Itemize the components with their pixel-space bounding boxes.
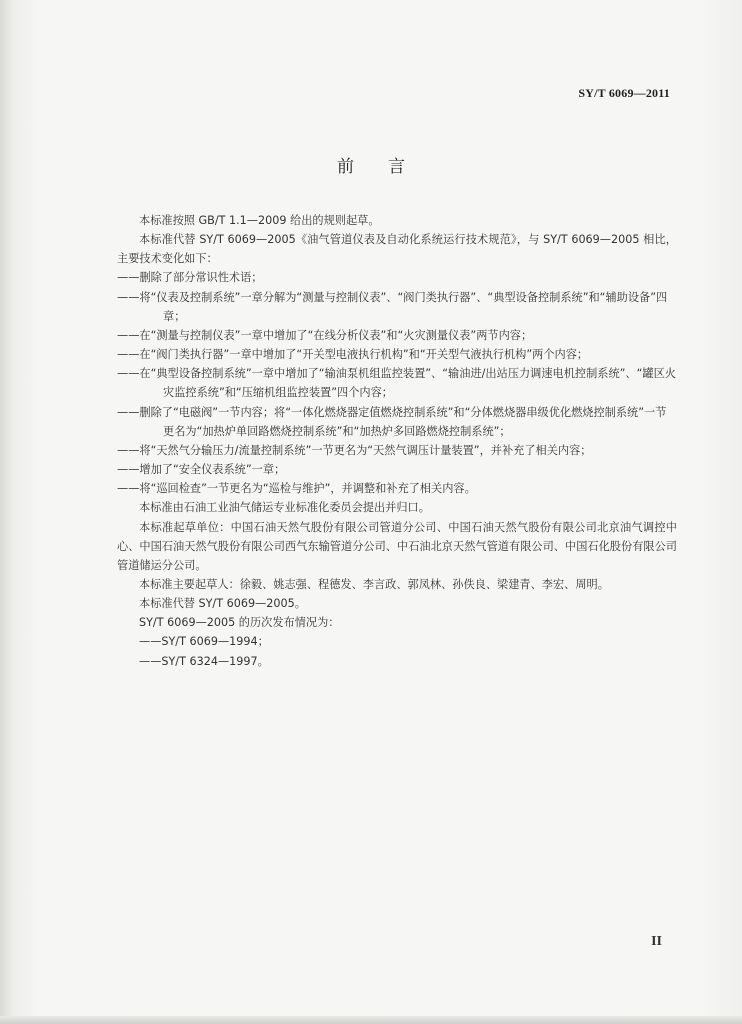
list-item: ——在“阀门类执行器”一章中增加了“开关型电液执行机构”和“开关型气液执行机构”两个内容； bbox=[117, 348, 589, 362]
paragraph: 本标准按照 GB/T 1.1—2009 给出的规则起草。 bbox=[139, 214, 380, 227]
paragraph: 本标准由石油工业油气储运专业标准化委员会提出并归口。 bbox=[139, 501, 430, 515]
page-number: II bbox=[651, 934, 662, 949]
list-item: ——将“仪表及控制系统”一章分解为“测量与控制仪表”、“阀门类执行器”、“典型设备控制系统”和“辅助设备”四章； bbox=[117, 290, 668, 323]
paragraph: 本标准代替 SY/T 6069—2005。 bbox=[139, 597, 306, 611]
history-item: ——SY/T 6069—1994； bbox=[139, 635, 269, 649]
list-item: ——将“巡回检查”一节更名为“巡检与维护”，并调整和补充了相关内容。 bbox=[117, 482, 476, 496]
list-item: ——删除了“电磁阀”一节内容；将“一体化燃烧器定值燃烧控制系统”和“分体燃烧器串级优化燃烧控制系统”一节更名为“加热炉单回路燃烧控制系统”和“加热炉多回路燃烧控制系统”； bbox=[117, 405, 667, 438]
page-bottom-edge bbox=[0, 1016, 742, 1024]
list-item: ——在“测量与控制仪表”一章中增加了“在线分析仪表”和“火灾测量仪表”两节内容； bbox=[117, 328, 533, 342]
paragraph: 本标准代替 SY/T 6069—2005《油气管道仪表及自动化系统运行技术规范》，与 SY/T 6069—2005 相比，主要技术变化如下： bbox=[117, 233, 677, 266]
history-item: ——SY/T 6324—1997。 bbox=[139, 654, 269, 668]
list-item: ——将“天然气分输压力/流量控制系统”一节更名为“天然气调压计量装置”，并补充了相关内容； bbox=[117, 443, 592, 457]
list-item: ——在“典型设备控制系统”一章中增加了“输油泵机组监控装置”、“输油进/出站压力调速电机控制系统”、“罐区火灾监控系统”和“压缩机组监控装置”四个内容； bbox=[117, 367, 676, 400]
list-item: ——删除了部分常识性术语； bbox=[117, 271, 263, 285]
page-title: 前言 bbox=[337, 157, 439, 177]
list-item: ——增加了“安全仪表系统”一章； bbox=[117, 463, 286, 477]
paragraph: SY/T 6069—2005 的历次发布情况为： bbox=[139, 616, 340, 630]
paragraph: 本标准主要起草人：徐毅、姚志强、程德发、李言政、郭凤林、孙佚良、梁建青、李宏、周明。 bbox=[139, 577, 609, 591]
paragraph: 本标准起草单位：中国石油天然气股份有限公司管道分公司、中国石油天然气股份有限公司北京油气调控中心、中国石油天然气股份有限公司西气东输管道分公司、中石油北京天然气管道有限公司、中国石化股份有限公司管道储运分公司。 bbox=[117, 520, 677, 572]
body-text bbox=[117, 211, 677, 671]
standard-code: SY/T 6069—2011 bbox=[578, 86, 670, 100]
